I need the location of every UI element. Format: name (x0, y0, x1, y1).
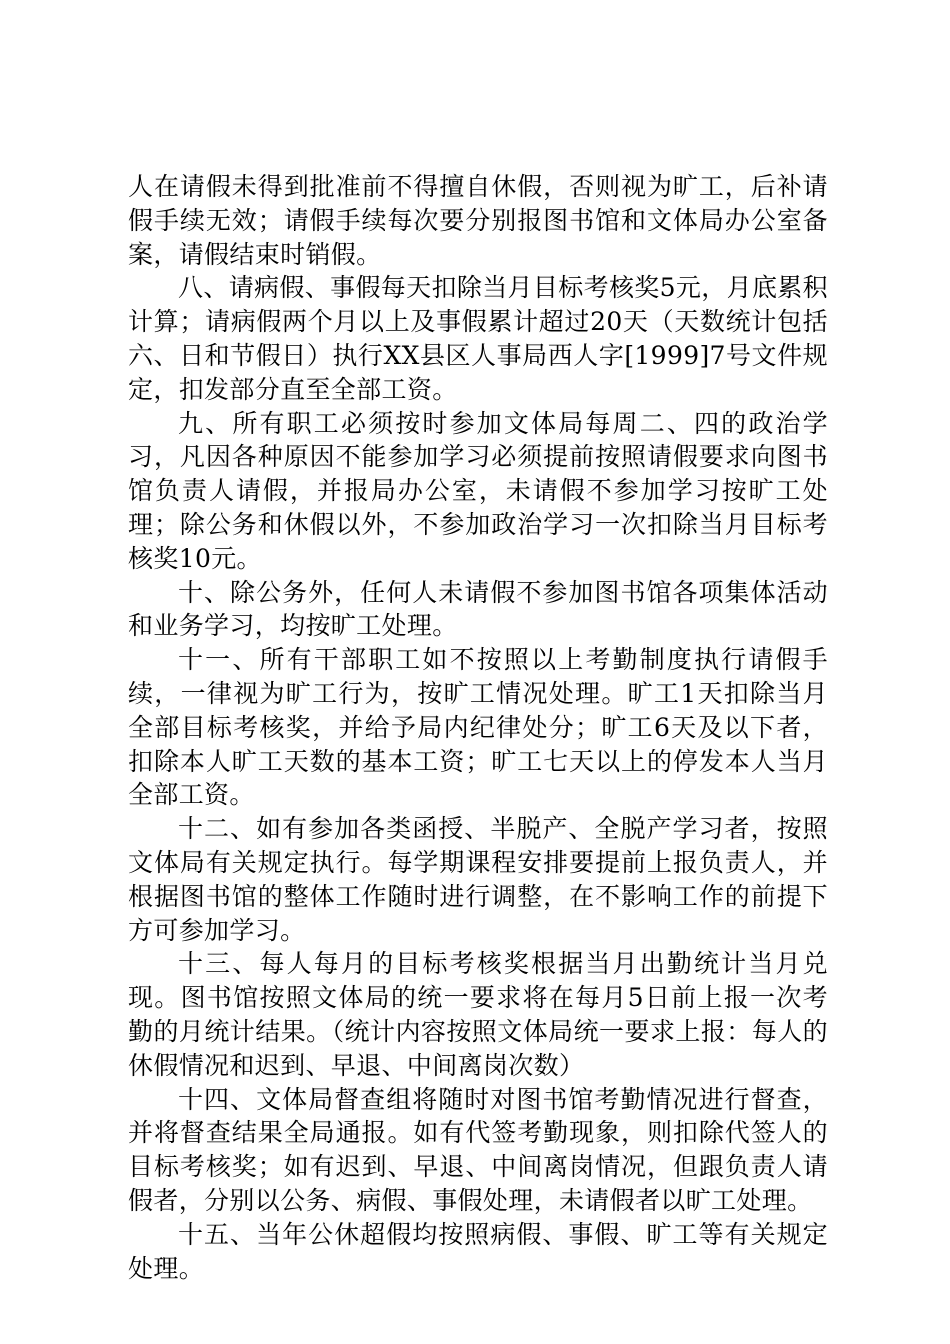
paragraph-item-12: 十二、如有参加各类函授、半脱产、全脱产学习者，按照文体局有关规定执行。每学期课程安排要提前上报负责人，并根据图书馆的整体工作随时进行调整，在不影响工作的前提下方可参加学习。 (128, 814, 828, 945)
paragraph-item-14: 十四、文体局督查组将随时对图书馆考勤情况进行督查，并将督查结果全局通报。如有代签考勤现象，则扣除代签人的目标考核奖；如有迟到、早退、中间离岗情况，但跟负责人请假者，分别以公务、病假、事假处理，未请假者以旷工处理。 (128, 1084, 828, 1215)
paragraph-item-10: 十、除公务外，任何人未请假不参加图书馆各项集体活动和业务学习，均按旷工处理。 (128, 577, 828, 641)
paragraph-item-15: 十五、当年公休超假均按照病假、事假、旷工等有关规定处理。 (128, 1219, 828, 1283)
paragraph-continuation: 人在请假未得到批准前不得擅自休假，否则视为旷工，后补请假手续无效；请假手续每次要分别报图书馆和文体局办公室备案，请假结束时销假。 (128, 172, 828, 269)
paragraph-item-11: 十一、所有干部职工如不按照以上考勤制度执行请假手续，一律视为旷工行为，按旷工情况处理。旷工1天扣除当月全部目标考核奖，并给予局内纪律处分；旷工6天及以下者，扣除本人旷工天数的基本工资；旷工七天以上的停发本人当月全部工资。 (128, 645, 828, 810)
paragraph-item-9: 九、所有职工必须按时参加文体局每周二、四的政治学习，凡因各种原因不能参加学习必须提前按照请假要求向图书馆负责人请假，并报局办公室，未请假不参加学习按旷工处理；除公务和休假以外，不参加政治学习一次扣除当月目标考核奖10元。 (128, 408, 828, 573)
paragraph-item-13: 十三、每人每月的目标考核奖根据当月出勤统计当月兑现。图书馆按照文体局的统一要求将在每月5日前上报一次考勤的月统计结果。（统计内容按照文体局统一要求上报：每人的休假情况和迟到、早退、中间离岗次数） (128, 949, 828, 1080)
document-body (128, 170, 828, 1285)
paragraph-item-8: 八、请病假、事假每天扣除当月目标考核奖5元，月底累积计算；请病假两个月以上及事假累计超过20天（天数统计包括六、日和节假日）执行XX县区人事局西人字[1999]7号文件规定，扣发部分直至全部工资。 (128, 273, 829, 404)
